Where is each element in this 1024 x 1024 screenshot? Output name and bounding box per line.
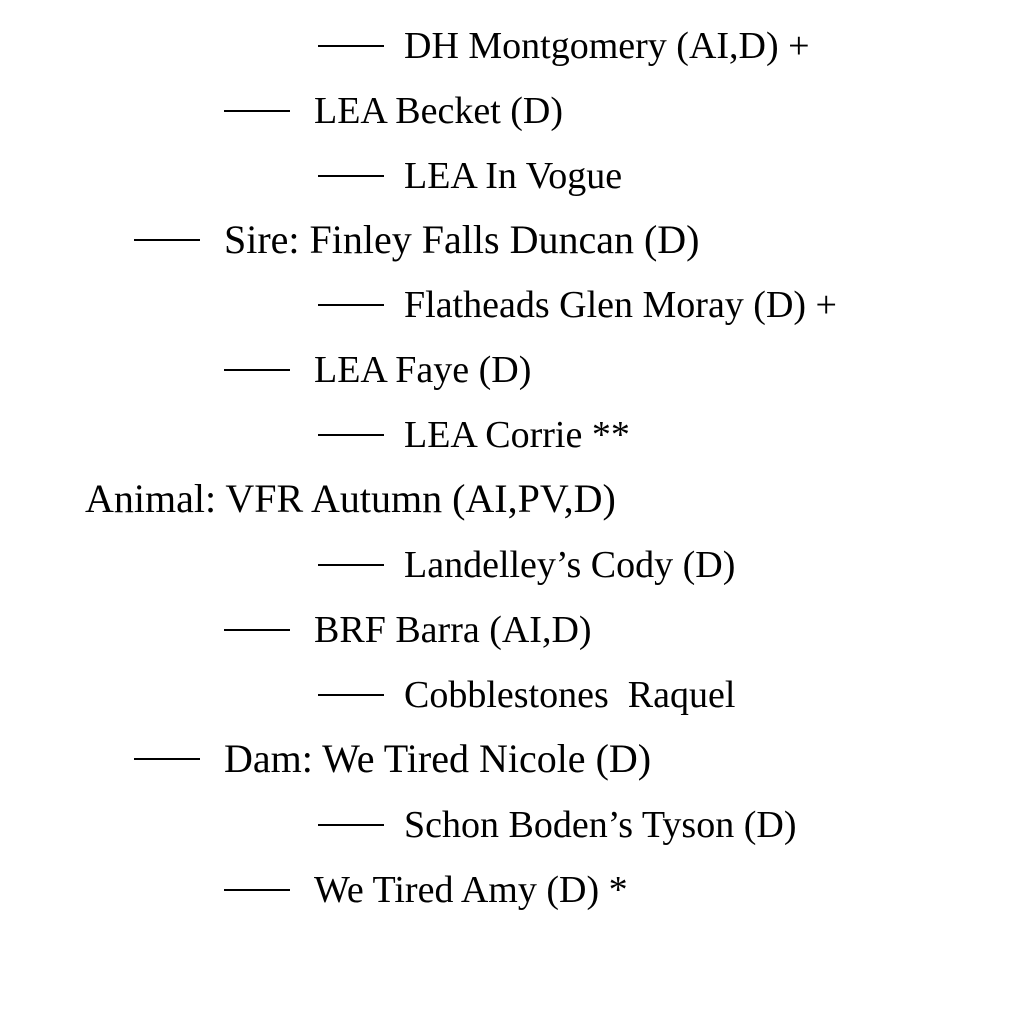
pedigree-entry-sire-sire-sire [318,21,810,71]
pedigree-name: Landelley’s Cody (D) [404,544,736,586]
connector-line [224,629,290,631]
pedigree-name: Dam: We Tired Nicole (D) [224,736,652,781]
pedigree-entry-dam-sire-sire [318,540,735,590]
pedigree-entry-dam-dam [224,865,628,915]
pedigree-entry-sire-dam-sire [318,280,837,330]
pedigree-entry-dam-sire-dam [318,670,735,720]
connector-line [318,45,384,47]
pedigree-entry-dam-sire [224,605,592,655]
pedigree-name: Flatheads Glen Moray (D) + [404,284,837,326]
pedigree-name: Sire: Finley Falls Duncan (D) [224,217,700,262]
connector-line [318,694,384,696]
pedigree-name: LEA In Vogue [404,155,623,197]
pedigree-entry-sire-sire [224,86,563,136]
pedigree-name: LEA Corrie ** [404,414,630,456]
pedigree-entry-animal [85,474,616,524]
connector-line [224,369,290,371]
pedigree-name: Cobblestones Raquel [404,674,736,716]
connector-line [224,889,290,891]
animal-name: Animal: VFR Autumn (AI,PV,D) [85,476,616,521]
connector-line [134,758,200,760]
pedigree-entry-sire [134,215,700,265]
connector-line [318,824,384,826]
pedigree-entry-sire-dam [224,345,531,395]
pedigree-entry-sire-sire-dam [318,151,622,201]
pedigree-entry-sire-dam-dam [318,410,630,460]
connector-line [318,175,384,177]
pedigree-name: DH Montgomery (AI,D) + [404,25,810,67]
pedigree-name: LEA Becket (D) [314,90,564,132]
connector-line [134,239,200,241]
connector-line [318,304,384,306]
pedigree-name: LEA Faye (D) [314,349,532,391]
connector-line [318,564,384,566]
pedigree-name: BRF Barra (AI,D) [314,609,592,651]
pedigree-name: Schon Boden’s Tyson (D) [404,804,797,846]
connector-line [318,434,384,436]
connector-line [224,110,290,112]
pedigree-entry-dam-dam-sire [318,800,796,850]
pedigree-name: We Tired Amy (D) * [314,869,628,911]
pedigree-entry-dam [134,734,651,784]
